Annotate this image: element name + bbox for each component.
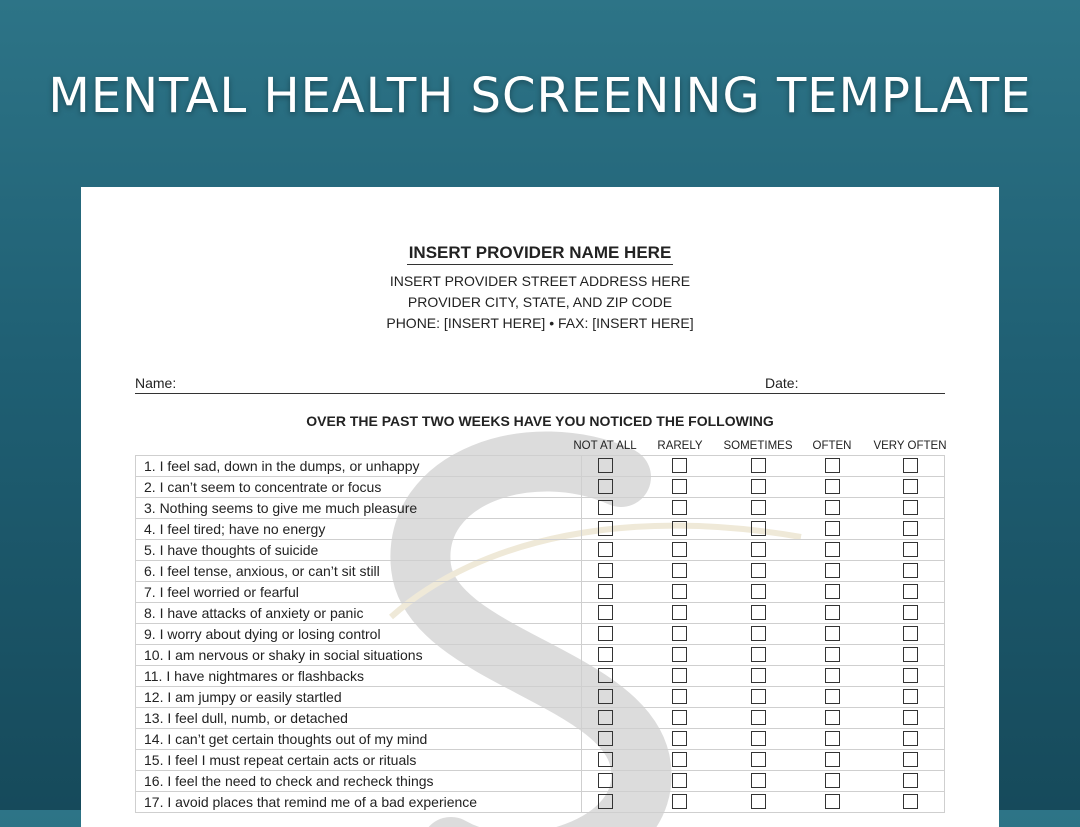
name-date-line[interactable] xyxy=(135,375,945,394)
answer-checkbox-very-often[interactable] xyxy=(903,668,918,683)
col-header-rarely: RARELY xyxy=(657,440,703,452)
table-row xyxy=(136,708,945,729)
answer-checkbox-rarely[interactable] xyxy=(672,500,687,515)
table-row xyxy=(136,750,945,771)
answer-checkbox-not-at-all[interactable] xyxy=(598,563,613,578)
answer-checkbox-often[interactable] xyxy=(825,752,840,767)
col-header-sometimes: SOMETIMES xyxy=(723,440,793,452)
answer-checkbox-often[interactable] xyxy=(825,542,840,557)
answer-checkbox-rarely[interactable] xyxy=(672,647,687,662)
answer-checkbox-rarely[interactable] xyxy=(672,479,687,494)
table-row xyxy=(136,792,945,813)
answer-checkbox-rarely[interactable] xyxy=(672,752,687,767)
date-label: Date: xyxy=(765,375,799,391)
question-text: 17. I avoid places that remind me of a bad experience xyxy=(136,792,582,813)
answer-checkbox-very-often[interactable] xyxy=(903,479,918,494)
answer-checkbox-very-often[interactable] xyxy=(903,563,918,578)
answer-checkbox-rarely[interactable] xyxy=(672,731,687,746)
question-text: 16. I feel the need to check and recheck things xyxy=(136,771,582,792)
answer-checkbox-rarely[interactable] xyxy=(672,794,687,809)
answer-checkbox-often[interactable] xyxy=(825,500,840,515)
table-row xyxy=(136,624,945,645)
form-sheet xyxy=(81,187,999,827)
question-text: 1. I feel sad, down in the dumps, or unhappy xyxy=(136,456,582,477)
col-header-often: OFTEN xyxy=(812,440,852,452)
table-row xyxy=(136,687,945,708)
table-row xyxy=(136,456,945,477)
answer-checkbox-rarely[interactable] xyxy=(672,710,687,725)
table-row xyxy=(136,666,945,687)
col-header-not-at-all: NOT AT ALL xyxy=(573,440,637,452)
question-text: 7. I feel worried or fearful xyxy=(136,582,582,603)
answer-checkbox-not-at-all[interactable] xyxy=(598,626,613,641)
question-text: 9. I worry about dying or losing control xyxy=(136,624,582,645)
answer-checkbox-sometimes[interactable] xyxy=(751,752,766,767)
answer-checkbox-sometimes[interactable] xyxy=(751,773,766,788)
provider-name xyxy=(81,243,999,263)
answer-checkbox-often[interactable] xyxy=(825,710,840,725)
answer-checkbox-very-often[interactable] xyxy=(903,584,918,599)
answer-checkbox-often[interactable] xyxy=(825,458,840,473)
answer-checkbox-very-often[interactable] xyxy=(903,626,918,641)
answer-checkbox-often[interactable] xyxy=(825,605,840,620)
answer-checkbox-sometimes[interactable] xyxy=(751,584,766,599)
answer-checkbox-very-often[interactable] xyxy=(903,773,918,788)
answer-checkbox-rarely[interactable] xyxy=(672,689,687,704)
question-text: 14. I can’t get certain thoughts out of my mind xyxy=(136,729,582,750)
question-text: 5. I have thoughts of suicide xyxy=(136,540,582,561)
question-text: 4. I feel tired; have no energy xyxy=(136,519,582,540)
answer-checkbox-rarely[interactable] xyxy=(672,605,687,620)
question-text: 11. I have nightmares or flashbacks xyxy=(136,666,582,687)
answer-checkbox-rarely[interactable] xyxy=(672,521,687,536)
answer-checkbox-sometimes[interactable] xyxy=(751,479,766,494)
answer-checkbox-not-at-all[interactable] xyxy=(598,752,613,767)
provider-phone-fax: PHONE: [INSERT HERE] • FAX: [INSERT HERE] xyxy=(386,315,694,331)
table-row xyxy=(136,645,945,666)
answer-checkbox-very-often[interactable] xyxy=(903,647,918,662)
answer-checkbox-not-at-all[interactable] xyxy=(598,521,613,536)
answer-checkbox-rarely[interactable] xyxy=(672,584,687,599)
provider-city: PROVIDER CITY, STATE, AND ZIP CODE xyxy=(407,294,673,310)
table-row xyxy=(136,729,945,750)
answer-checkbox-rarely[interactable] xyxy=(672,668,687,683)
answer-checkbox-very-often[interactable] xyxy=(903,542,918,557)
answer-checkbox-very-often[interactable] xyxy=(903,731,918,746)
answer-checkbox-sometimes[interactable] xyxy=(751,794,766,809)
answer-checkbox-often[interactable] xyxy=(825,584,840,599)
answer-checkbox-often[interactable] xyxy=(825,794,840,809)
answer-checkbox-often[interactable] xyxy=(825,626,840,641)
answer-checkbox-sometimes[interactable] xyxy=(751,605,766,620)
answer-checkbox-very-often[interactable] xyxy=(903,794,918,809)
answer-checkbox-rarely[interactable] xyxy=(672,542,687,557)
answer-checkbox-rarely[interactable] xyxy=(672,458,687,473)
answer-checkbox-not-at-all[interactable] xyxy=(598,731,613,746)
answer-checkbox-not-at-all[interactable] xyxy=(598,668,613,683)
answer-checkbox-very-often[interactable] xyxy=(903,458,918,473)
answer-checkbox-not-at-all[interactable] xyxy=(598,647,613,662)
answer-checkbox-very-often[interactable] xyxy=(903,605,918,620)
table-row xyxy=(136,582,945,603)
answer-checkbox-very-often[interactable] xyxy=(903,521,918,536)
provider-name-text: INSERT PROVIDER NAME HERE xyxy=(407,243,674,265)
answer-checkbox-sometimes[interactable] xyxy=(751,563,766,578)
answer-checkbox-not-at-all[interactable] xyxy=(598,542,613,557)
answer-checkbox-often[interactable] xyxy=(825,668,840,683)
question-text: 6. I feel tense, anxious, or can’t sit still xyxy=(136,561,582,582)
answer-checkbox-not-at-all[interactable] xyxy=(598,479,613,494)
answer-checkbox-very-often[interactable] xyxy=(903,752,918,767)
answer-checkbox-not-at-all[interactable] xyxy=(598,500,613,515)
answer-checkbox-often[interactable] xyxy=(825,731,840,746)
answer-checkbox-sometimes[interactable] xyxy=(751,626,766,641)
answer-checkbox-sometimes[interactable] xyxy=(751,500,766,515)
answer-checkbox-not-at-all[interactable] xyxy=(598,458,613,473)
answer-checkbox-sometimes[interactable] xyxy=(751,647,766,662)
answer-checkbox-sometimes[interactable] xyxy=(751,710,766,725)
answer-checkbox-sometimes[interactable] xyxy=(751,689,766,704)
answer-checkbox-very-often[interactable] xyxy=(903,689,918,704)
answer-checkbox-not-at-all[interactable] xyxy=(598,605,613,620)
screening-table xyxy=(135,455,945,813)
table-row xyxy=(136,771,945,792)
answer-checkbox-often[interactable] xyxy=(825,689,840,704)
question-text: 10. I am nervous or shaky in social situations xyxy=(136,645,582,666)
answer-checkbox-rarely[interactable] xyxy=(672,626,687,641)
table-row xyxy=(136,477,945,498)
question-text: 3. Nothing seems to give me much pleasure xyxy=(136,498,582,519)
table-row xyxy=(136,519,945,540)
answer-checkbox-often[interactable] xyxy=(825,647,840,662)
answer-checkbox-very-often[interactable] xyxy=(903,710,918,725)
answer-checkbox-often[interactable] xyxy=(825,479,840,494)
provider-street: INSERT PROVIDER STREET ADDRESS HERE xyxy=(389,273,691,289)
answer-checkbox-sometimes[interactable] xyxy=(751,668,766,683)
col-header-very-often: VERY OFTEN xyxy=(873,440,947,452)
answer-checkbox-not-at-all[interactable] xyxy=(598,584,613,599)
table-row xyxy=(136,603,945,624)
answer-checkbox-sometimes[interactable] xyxy=(751,542,766,557)
question-text: 15. I feel I must repeat certain acts or rituals xyxy=(136,750,582,771)
answer-checkbox-often[interactable] xyxy=(825,521,840,536)
answer-checkbox-often[interactable] xyxy=(825,773,840,788)
question-text: 12. I am jumpy or easily startled xyxy=(136,687,582,708)
answer-checkbox-sometimes[interactable] xyxy=(751,521,766,536)
name-label: Name: xyxy=(135,375,177,391)
answer-checkbox-rarely[interactable] xyxy=(672,773,687,788)
question-text: 8. I have attacks of anxiety or panic xyxy=(136,603,582,624)
answer-checkbox-often[interactable] xyxy=(825,563,840,578)
table-row xyxy=(136,498,945,519)
question-text: 13. I feel dull, numb, or detached xyxy=(136,708,582,729)
banner-title: MENTAL HEALTH SCREENING TEMPLATE xyxy=(48,68,1032,124)
answer-checkbox-not-at-all[interactable] xyxy=(598,794,613,809)
answer-checkbox-not-at-all[interactable] xyxy=(598,710,613,725)
answer-checkbox-not-at-all[interactable] xyxy=(598,773,613,788)
answer-checkbox-sometimes[interactable] xyxy=(751,458,766,473)
answer-checkbox-not-at-all[interactable] xyxy=(598,689,613,704)
question-text: 2. I can’t seem to concentrate or focus xyxy=(136,477,582,498)
table-row xyxy=(136,561,945,582)
answer-checkbox-rarely[interactable] xyxy=(672,563,687,578)
answer-checkbox-very-often[interactable] xyxy=(903,500,918,515)
answer-checkbox-sometimes[interactable] xyxy=(751,731,766,746)
table-row xyxy=(136,540,945,561)
questions-heading: OVER THE PAST TWO WEEKS HAVE YOU NOTICED THE FOLLOWING xyxy=(306,413,774,429)
